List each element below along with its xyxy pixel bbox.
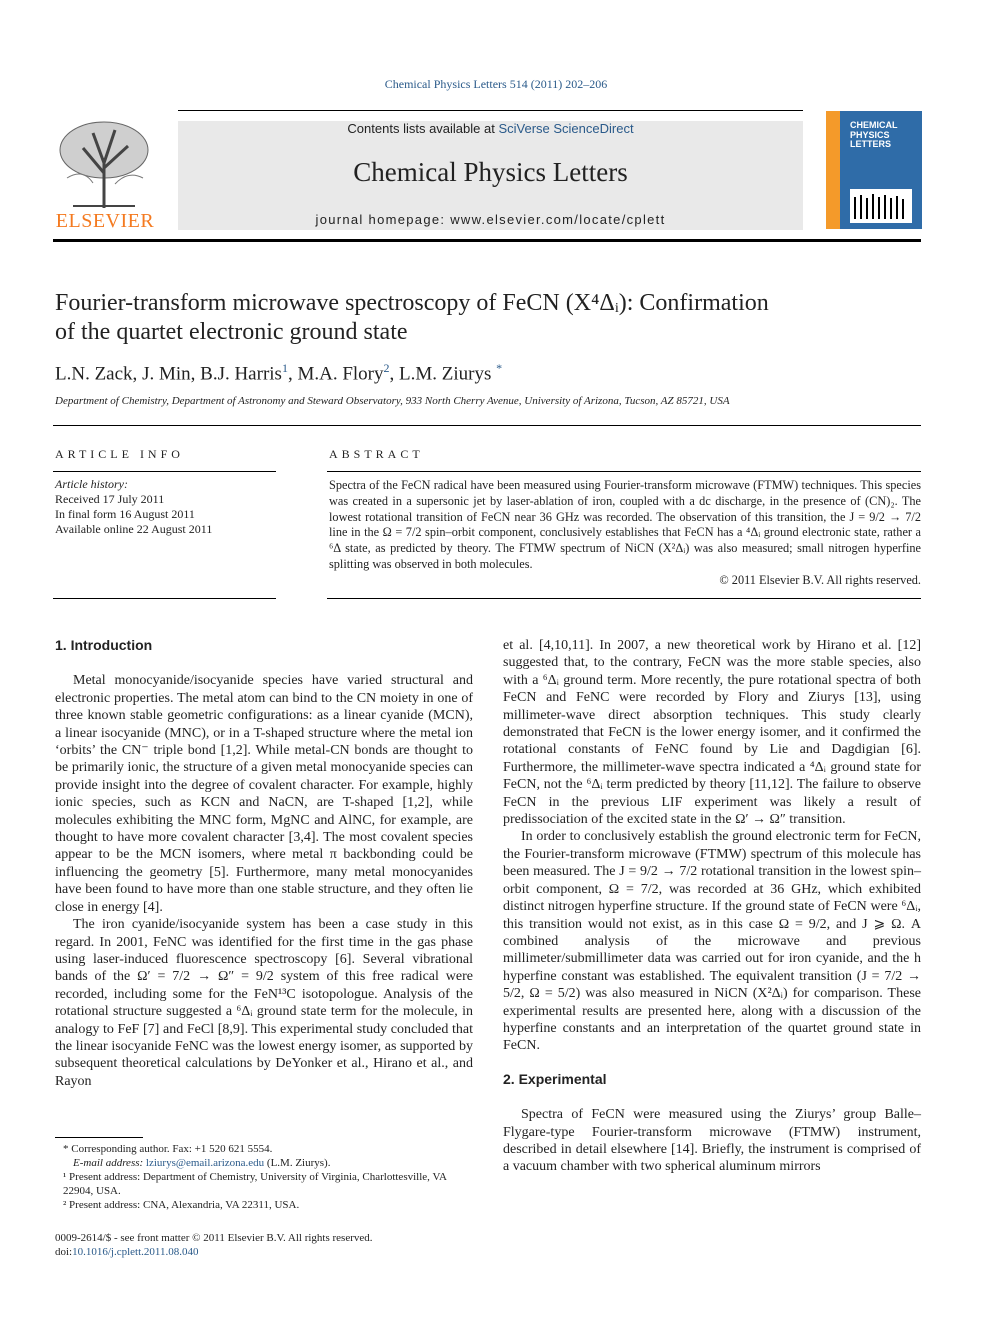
article-title bbox=[55, 289, 925, 347]
issn-line: 0009-2614/$ - see front matter © 2011 Elsevier B.V. All rights reserved. bbox=[55, 1232, 373, 1244]
doi-link[interactable]: 10.1016/j.cplett.2011.08.040 bbox=[72, 1246, 199, 1258]
author-name: J. Min, bbox=[142, 363, 201, 385]
footnote-1: ¹ Present address: Department of Chemistry, University of Virginia, Charlottesville, VA 22904, USA. bbox=[63, 1171, 447, 1197]
author-footnote-mark[interactable]: 1 bbox=[281, 361, 288, 375]
cover-title bbox=[850, 121, 898, 150]
title-line: Fourier-transform microwave spectroscopy of FeCN (X⁴Δᵢ): Confirmation bbox=[55, 290, 769, 316]
cover-title-line: LETTERS bbox=[850, 139, 892, 149]
article-info-heading: ARTICLE INFO bbox=[55, 447, 184, 461]
abstract-heading: ABSTRACT bbox=[329, 447, 424, 461]
doi-label: doi: bbox=[55, 1246, 73, 1258]
abstract-bottom-rule bbox=[327, 598, 921, 599]
cover-title-line: CHEMICAL bbox=[850, 120, 898, 130]
body-column-right bbox=[503, 637, 921, 1176]
author-list bbox=[55, 361, 502, 385]
section-heading-introduction: 1. Introduction bbox=[55, 637, 153, 653]
header-top-rule bbox=[178, 110, 803, 111]
issn-doi bbox=[55, 1231, 495, 1259]
title-line: of the quartet electronic ground state bbox=[55, 319, 408, 345]
author-name: L.N. Zack, bbox=[55, 363, 143, 385]
body-paragraph: Metal monocyanide/isocyanide species have varied structural and electronic properties. The metal atom can bind to the CN moiety in one of three known stable geometric configurations: as a linear cyanide (MCN), a linear isocyanide (MNC), or in a T-shaped structure where the metal ion ‘orbits’ the CN⁻ triple bond [1,2]. While metal-CN bonds are thought to be primarily ionic, the structure of a given metal monocyanide species can provide insight into the degree of covalent character. For example, highly ionic species, such as KCN and NaCN, are T-shaped [1,2], while molecules exhibiting the MNC form, MgNC and AlNC, for example, are thought to have more covalent character [3,4]. The most covalent species appear to be the MCN isomers, where metal π backbonding could be influencing the geometry [5]. Furthermore, many metal monocyanides have been found to have more than one stable structure, and they often lie close in energy [4]. bbox=[55, 673, 473, 915]
journal-citation[interactable]: Chemical Physics Letters 514 (2011) 202–206 bbox=[384, 77, 608, 91]
history-item: Received 17 July 2011 bbox=[55, 492, 165, 506]
contents-line bbox=[178, 121, 803, 136]
journal-banner bbox=[178, 121, 803, 230]
article-history bbox=[55, 477, 212, 537]
affiliation-rule bbox=[53, 425, 921, 426]
body-paragraph: et al. [4,10,11]. In 2007, a new theoretical work by Hirano et al. [12] suggested that, to the contrary, FeCN was the more stable species, also with a ⁶Δᵢ ground term. More recently, the pure rotational spectra of both FeCN and FeNC were recorded by Flory and Ziurys [13], using millimeter-wave direct absorption techniques. This study clearly demonstrated that FeCN is the lower energy isomer, and it confirmed the rotational constants of FeNC found by Lie and Dagdigian [6]. Furthermore, the millimeter-wave spectra indicated a ⁴Δᵢ ground state for FeCN, not the ⁶Δᵢ term predicted by theory [11,12]. The failure to observe FeCN in the previous LIF experiment was likely a result of predissociation of the excited state in the Ω′ → Ω″ transition. bbox=[503, 638, 921, 828]
body-paragraph: In order to conclusively establish the ground electronic term for FeCN, the Fourier-transform microwave (FTMW) spectrum of this molecule has been measured. The J = 9/2 → 7/2 rotational transition in the lowest spin–orbit component, Ω = 7/2, was recorded at 36 GHz, which exhibited distinct nitrogen hyperfine structure. If the ground state of FeCN were ⁶Δᵢ, this transition would not exist, as in this case Ω = 9/2, and J ⩾ Ω. A combined analysis of the microwave and previous millimeter/submillimeter data was carried out for iron cyanide, and the h hyperfine constant was established. The equivalent transition (J = 7/2 → 5/2, Ω = 5/2) was also measured in NiCN (X²Δᵢ) for comparison. These experimental results are presented here, along with a discussion of the hyperfine constants and an interpretation of the quartet ground state in FeCN. bbox=[503, 829, 921, 1054]
cover-title-line: PHYSICS bbox=[850, 129, 890, 140]
journal-cover bbox=[826, 111, 922, 229]
author-footnote-mark[interactable]: 2 bbox=[383, 361, 390, 375]
history-item: In final form 16 August 2011 bbox=[55, 507, 195, 521]
body-column-left bbox=[55, 637, 473, 1090]
history-label: Article history: bbox=[55, 477, 128, 491]
contents-prefix: Contents lists available at bbox=[347, 121, 499, 136]
author-name: , M.A. Flory bbox=[287, 363, 384, 385]
tree-icon bbox=[53, 118, 155, 210]
abstract-text: Spectra of the FeCN radical have been measured using Fourier-transform microwave (FTMW) techniques. This species was created in a supersonic jet by laser-ablation of iron, coupled with a dc discharge, in the presence of (CN)₂. The lowest rotational transition of FeCN near 36 GHz was recorded. The observation of this transition, the J = 9/2 → 7/2 line in the Ω = 7/2 spin–orbit component, conclusively establishes that FeCN has a ⁴Δᵢ ground electronic state, rather a ⁶Δ state, as predicted by theory. The FTMW spectrum of NiCN (X²Δᵢ) was also measured; small nitrogen hyperfine splitting was observed in both molecules. bbox=[329, 478, 921, 571]
author-name: , L.M. Ziurys bbox=[389, 363, 492, 385]
article-info-rule bbox=[53, 471, 276, 472]
footnote-email bbox=[55, 1156, 473, 1170]
header-bottom-rule bbox=[53, 239, 921, 242]
abstract-body bbox=[329, 478, 921, 589]
corresponding-author-mark[interactable]: * bbox=[496, 361, 503, 375]
article-info-bottom-rule bbox=[53, 598, 276, 599]
journal-homepage[interactable]: journal homepage: www.elsevier.com/locate/cplett bbox=[315, 212, 666, 227]
abstract-rule bbox=[327, 471, 921, 472]
body-paragraph: The iron cyanide/isocyanide system has been a case study in this regard. In 2001, FeNC was identified for the first time in the gas phase using laser-induced fluorescence spectroscopy [6]. Several vibrational bands of the Ω′ = 7/2 → Ω″ = 9/2 system of this free radical were recorded, including some for the FeN¹³C isotopologue. Analysis of the rotational structure suggested a ⁶Δᵢ ground state term for the molecule, in analogy to FeF [7] and FeCl [8,9]. This experimental study concluded that the linear isocyanide FeNC was the lowest energy isomer, as supported by subsequent theoretical calculations by DeYonker et al., Hirano et al., and Rayon bbox=[55, 917, 473, 1089]
cover-side-stripe bbox=[826, 111, 840, 229]
abstract-copyright: © 2011 Elsevier B.V. All rights reserved. bbox=[719, 572, 921, 587]
cover-spectrum-icon bbox=[850, 189, 912, 223]
section-heading-experimental: 2. Experimental bbox=[503, 1070, 607, 1087]
journal-name: Chemical Physics Letters bbox=[353, 157, 628, 187]
footnote-rule bbox=[55, 1137, 143, 1138]
footnote-2: ² Present address: CNA, Alexandria, VA 22311, USA. bbox=[63, 1199, 300, 1211]
footnotes bbox=[55, 1142, 473, 1212]
history-item: Available online 22 August 2011 bbox=[55, 522, 213, 536]
doi-line bbox=[55, 1245, 495, 1259]
affiliation: Department of Chemistry, Department of Astronomy and Steward Observatory, 933 North Cherry Avenue, University of Arizona, Tucson, AZ 85721, USA bbox=[55, 395, 730, 407]
email-suffix: (L.M. Ziurys). bbox=[264, 1157, 331, 1169]
sciencedirect-link[interactable]: SciVerse ScienceDirect bbox=[498, 121, 634, 136]
footnote-corresponding: * Corresponding author. Fax: +1 520 621 5554. bbox=[63, 1143, 273, 1155]
email-link[interactable]: lziurys@email.arizona.edu bbox=[145, 1157, 265, 1169]
email-label: E-mail address: bbox=[73, 1157, 146, 1169]
body-paragraph: Spectra of FeCN were measured using the Ziurys’ group Balle–Flygare-type Fourier-transform microwave (FTMW) instrument, described in detail elsewhere [14]. Briefly, the instrument is comprised of a vacuum chamber with two spherical aluminum mirrors bbox=[503, 1107, 921, 1175]
elsevier-wordmark: ELSEVIER bbox=[55, 210, 155, 232]
author-name: B.J. Harris bbox=[200, 363, 282, 385]
